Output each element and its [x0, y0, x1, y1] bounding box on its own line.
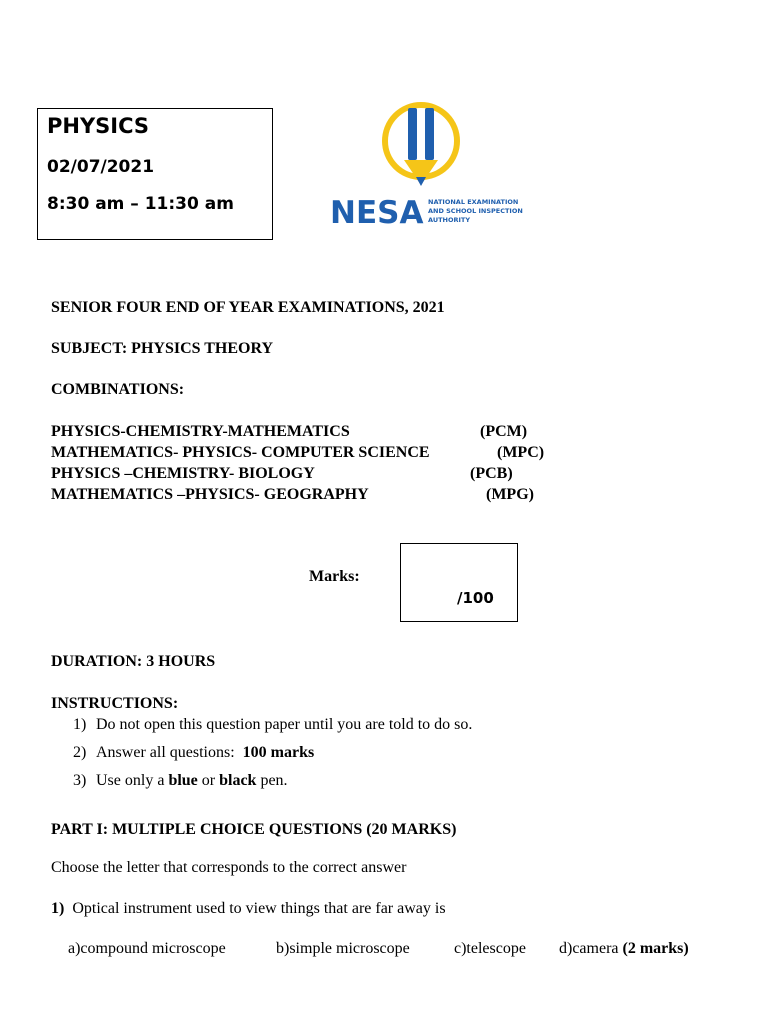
question-text: Optical instrument used to view things that are far away is — [72, 900, 446, 917]
duration: DURATION: 3 HOURS — [51, 653, 216, 670]
instruction-text: or — [201, 772, 216, 789]
question-option: a)compound microscope — [68, 940, 226, 957]
instruction-item — [73, 772, 288, 790]
subject-line: SUBJECT: PHYSICS THEORY — [51, 340, 274, 357]
combinations-heading: COMBINATIONS: — [51, 381, 185, 398]
logo-tagline-1: NATIONAL EXAMINATION — [428, 198, 519, 206]
question-marks: (2 marks) — [622, 940, 689, 957]
logo-tagline-3: AUTHORITY — [428, 216, 471, 224]
combination-code: (PCB) — [470, 465, 513, 482]
instructions-heading: INSTRUCTIONS: — [51, 695, 179, 712]
combination-name: MATHEMATICS- PHYSICS- COMPUTER SCIENCE — [51, 444, 430, 461]
instruction-text: Answer all questions: — [96, 744, 235, 761]
logo-wordmark: NESA — [330, 195, 424, 230]
instruction-text: Do not open this question paper until you are told to do so. — [96, 716, 473, 733]
question-1 — [51, 900, 446, 918]
instruction-text: Use only a — [96, 772, 165, 789]
question-option: b)simple microscope — [276, 940, 410, 957]
instruction-bold-marks: 100 marks — [242, 744, 315, 761]
instruction-number: 3) — [73, 772, 87, 789]
question-number: 1) — [51, 900, 65, 917]
combination-name: PHYSICS-CHEMISTRY-MATHEMATICS — [51, 423, 350, 440]
combination-code: (MPG) — [486, 486, 534, 503]
exam-header-box — [37, 108, 273, 240]
header-date: 02/07/2021 — [47, 157, 155, 177]
header-subject: PHYSICS — [47, 114, 150, 138]
marks-box — [400, 543, 518, 622]
part-heading: PART I: MULTIPLE CHOICE QUESTIONS (20 MARKS) — [51, 821, 457, 838]
combination-code: (PCM) — [480, 423, 528, 440]
instruction-item — [73, 744, 314, 762]
instruction-text: pen. — [260, 772, 288, 789]
combination-code: (MPC) — [497, 444, 545, 461]
nesa-logo — [330, 100, 530, 230]
instruction-number: 1) — [73, 716, 87, 733]
marks-label: Marks: — [309, 568, 360, 585]
part-instruction: Choose the letter that corresponds to the correct answer — [51, 859, 407, 876]
combination-name: PHYSICS –CHEMISTRY- BIOLOGY — [51, 465, 315, 482]
question-option: c)telescope — [454, 940, 526, 957]
question-option-with-marks — [559, 940, 689, 958]
instruction-number: 2) — [73, 744, 87, 761]
header-time: 8:30 am – 11:30 am — [47, 194, 234, 214]
instruction-bold-blue: blue — [168, 772, 198, 789]
instruction-item — [73, 716, 472, 734]
pencil-circle-icon — [385, 105, 457, 186]
combination-name: MATHEMATICS –PHYSICS- GEOGRAPHY — [51, 486, 369, 503]
instruction-bold-black: black — [219, 772, 257, 789]
question-option: d)camera — [559, 940, 619, 957]
exam-title: SENIOR FOUR END OF YEAR EXAMINATIONS, 2021 — [51, 299, 445, 316]
logo-tagline-2: AND SCHOOL INSPECTION — [428, 207, 523, 215]
marks-total: /100 — [457, 589, 494, 607]
